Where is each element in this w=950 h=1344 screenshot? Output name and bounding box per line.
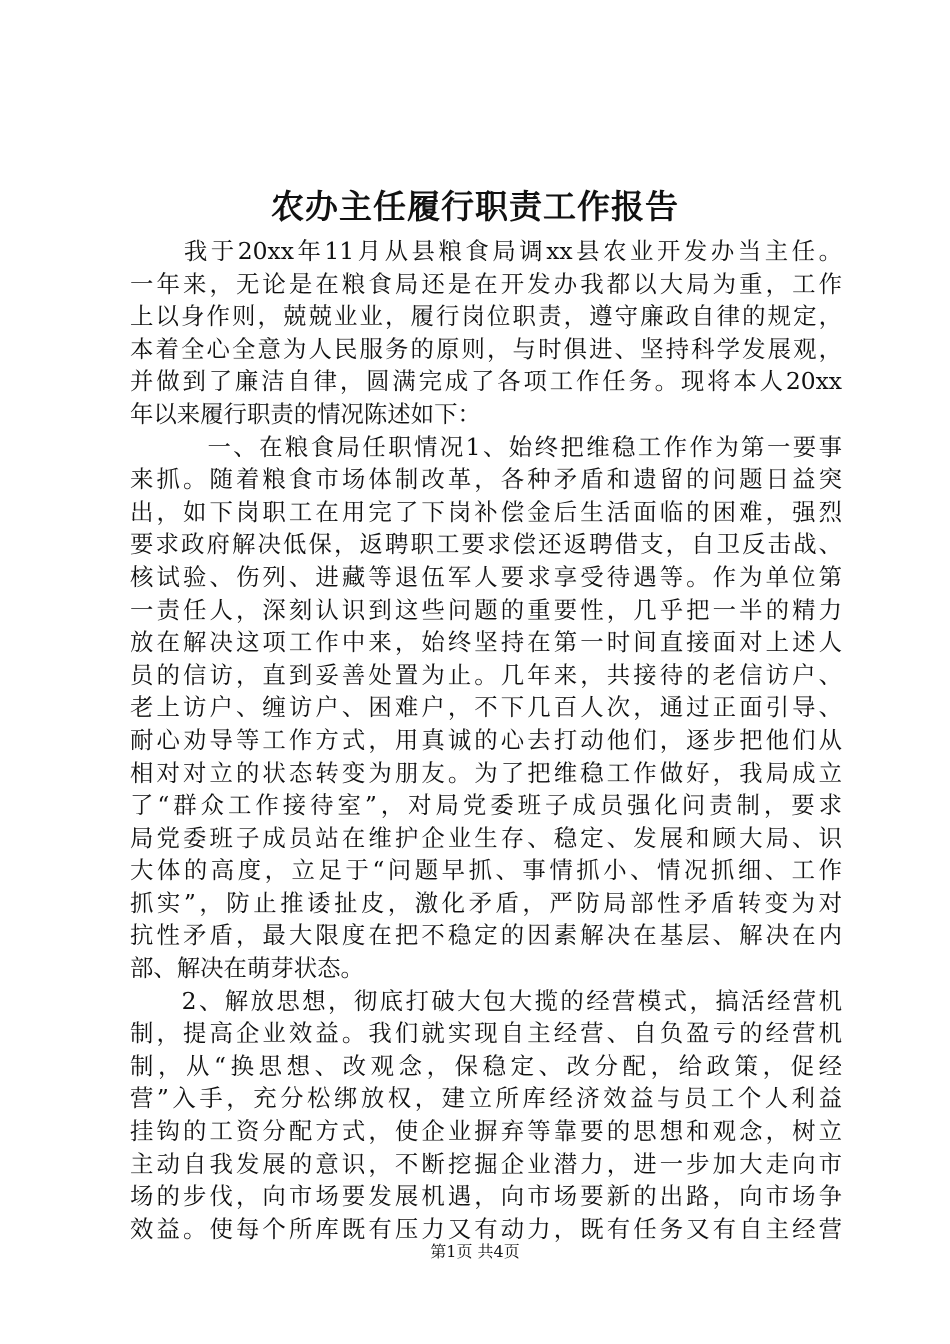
body-line: 本着全心全意为人民服务的原则，与时俱进、坚持科学发展观，: [130, 334, 842, 363]
body-line: 效益。使每个所库既有压力又有动力，既有任务又有自主经营: [130, 1214, 842, 1243]
body-line: 了“群众工作接待室”，对局党委班子成员强化问责制，要求: [130, 791, 842, 820]
body-line: 一、在粮食局任职情况1、始终把维稳工作作为第一要事: [130, 432, 842, 461]
body-line: 并做到了廉洁自律，圆满完成了各项工作任务。现将本人20xx: [130, 367, 842, 396]
page-number: 第1页 共4页: [430, 1242, 520, 1261]
body-line: 来抓。随着粮食市场体制改革，各种矛盾和遗留的问题日益突: [130, 465, 842, 494]
body-line: 抗性矛盾，最大限度在把不稳定的因素解决在基层、解决在内: [130, 921, 842, 950]
body-line: 相对对立的状态转变为朋友。为了把维稳工作做好，我局成立: [130, 758, 842, 787]
body-line: 场的步伐，向市场要发展机遇，向市场要新的出路，向市场争: [130, 1182, 842, 1211]
body-line: 抓实”，防止推诿扯皮，激化矛盾，严防局部性矛盾转变为对: [130, 888, 842, 917]
body-line: 出，如下岗职工在用完了下岗补偿金后生活面临的困难，强烈: [130, 497, 842, 526]
body-line: 老上访户、缠访户、困难户，不下几百人次，通过正面引导、: [130, 693, 842, 722]
body-line: 局党委班子成员站在维护企业生存、稳定、发展和顾大局、识: [130, 823, 842, 852]
body-line: 员的信访，直到妥善处置为止。几年来，共接待的老信访户、: [130, 660, 842, 689]
body-line: 挂钩的工资分配方式，使企业摒弃等靠要的思想和观念，树立: [130, 1117, 842, 1146]
body-line: 大体的高度，立足于“问题早抓、事情抓小、情况抓细、工作: [130, 856, 842, 885]
body-line: 上以身作则，兢兢业业，履行岗位职责，遵守廉政自律的规定，: [130, 302, 842, 331]
body-line: 我于20xx年11月从县粮食局调xx县农业开发办当主任。: [130, 237, 842, 265]
body-line: 制，从“换思想、改观念，保稳定、改分配，给政策，促经: [130, 1051, 842, 1080]
body-line: 年以来履行职责的情况陈述如下：: [130, 399, 481, 428]
body-line: 核试验、伤列、进藏等退伍军人要求享受待遇等。作为单位第: [130, 562, 842, 591]
body-line: 放在解决这项工作中来，始终坚持在第一时间直接面对上述人: [130, 628, 842, 657]
document-body: [130, 235, 842, 1245]
body-line: 一年来，无论是在粮食局还是在开发办我都以大局为重，工作: [130, 269, 842, 298]
document-title: 农办主任履行职责工作报告: [271, 187, 679, 226]
body-line: 2、解放思想，彻底打破大包大揽的经营模式，搞活经营机: [130, 986, 842, 1015]
body-line: 营”入手，充分松绑放权，建立所库经济效益与员工个人利益: [130, 1084, 842, 1113]
body-line: 主动自我发展的意识，不断挖掘企业潜力，进一步加大走向市: [130, 1149, 842, 1178]
body-line: 部、解决在萌芽状态。: [130, 954, 364, 983]
body-line: 一责任人，深刻认识到这些问题的重要性，几乎把一半的精力: [130, 595, 842, 624]
body-line: 制，提高企业效益。我们就实现自主经营、自负盈亏的经营机: [130, 1019, 842, 1048]
body-line: 耐心劝导等工作方式，用真诚的心去打动他们，逐步把他们从: [130, 725, 842, 754]
body-line: 要求政府解决低保，返聘职工要求偿还返聘借支，自卫反击战、: [130, 530, 842, 559]
